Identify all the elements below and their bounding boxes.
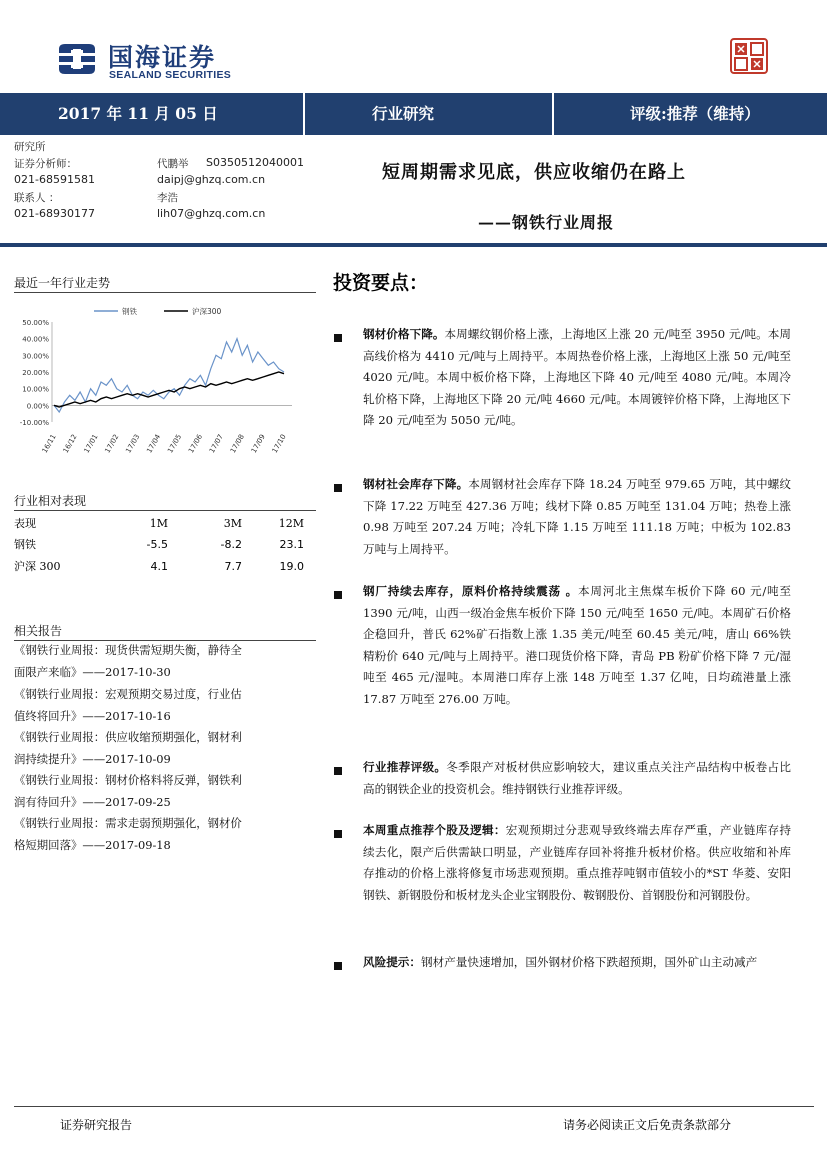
perf-col-label: 表现 bbox=[14, 517, 36, 530]
header-divider bbox=[0, 243, 827, 247]
y-tick-label: 30.00% bbox=[22, 352, 49, 361]
related-heading: 相关报告 bbox=[14, 624, 63, 638]
contact-email[interactable]: lih07@ghzq.com.cn bbox=[157, 207, 266, 220]
x-tick-label: 17/10 bbox=[270, 433, 288, 455]
invest-point-6: 风险提示：钢材产量快速增加，国外钢材价格下跌超预期，国外矿山主动减产 bbox=[363, 955, 758, 969]
bullet-icon bbox=[334, 334, 342, 342]
x-tick-label: 17/01 bbox=[82, 433, 100, 455]
report-title: 短周期需求见底，供应收缩仍在路上 bbox=[382, 162, 686, 183]
footer-left: 证券研究报告 bbox=[60, 1118, 133, 1132]
y-tick-label: 10.00% bbox=[22, 385, 49, 394]
x-tick-label: 17/08 bbox=[228, 433, 246, 455]
bullet-icon bbox=[334, 591, 342, 599]
x-tick-label: 16/11 bbox=[40, 433, 58, 455]
contact-name: 李浩 bbox=[157, 192, 178, 204]
list-item[interactable]: 《钢铁行业周报：钢材价格料将反弹，钢铁利 润有待回升》——2017-09-25 bbox=[14, 773, 242, 809]
list-item[interactable]: 《钢铁行业周报：宏观预期交易过度，行业估 值终将回升》——2017-10-16 bbox=[14, 687, 242, 723]
bullet-icon bbox=[334, 962, 342, 970]
footer-divider bbox=[14, 1106, 814, 1107]
x-tick-label: 17/03 bbox=[124, 433, 142, 455]
trend-heading: 最近一年行业走势 bbox=[14, 276, 111, 290]
bullet-icon bbox=[334, 484, 342, 492]
list-item[interactable]: 《钢铁行业周报：供应收缩预期强化，钢材利 润持续提升》——2017-10-09 bbox=[14, 730, 242, 766]
report-rating: 评级:推荐（维持） bbox=[630, 104, 760, 123]
contact-label: 联系人 ： bbox=[14, 192, 60, 204]
legend-label: 沪深300 bbox=[192, 307, 222, 316]
x-tick-label: 17/06 bbox=[187, 433, 205, 455]
invest-point-3: 钢厂持续去库存，原料价格持续震荡 。本周河北主焦煤车板价下降 60 元/吨至 1390 元/吨，山西一级冶金焦车板价下降 150 元/吨至 1650 元/吨。本周矿石价格企稳回升，普氏 62%矿石指数上涨 1.35 美元/吨至 60.45 美元/吨，唐山 66%铁精粉价 640 元/吨与上周持平。港口现货价格下降，青岛 PB 粉矿价格下降 7 元/湿吨至 465 元/湿吨。本周港口库存上涨 148 万吨至 1.37 亿吨，日均疏港量上涨 17.87 万吨至 276.00 万吨。 bbox=[363, 584, 791, 706]
invest-point-2: 钢材社会库存下降。本周钢材社会库存下降 18.24 万吨至 979.65 万吨，其中螺纹下降 17.22 万吨至 427.36 万吨；线材下降 0.85 万吨至 131.04 万吨；热卷上涨 0.98 万吨至 207.24 万吨；冷轧下降 1.15 万吨至 111.18 万吨；中板为 102.83 万吨与上周持平。 bbox=[363, 477, 791, 556]
table-row: 钢铁 -5.5 -8.2 23.1 bbox=[14, 538, 304, 551]
y-tick-label: 50.00% bbox=[22, 319, 49, 327]
report-type: 行业研究 bbox=[372, 104, 435, 123]
footer-right: 请务必阅读正文后免责条款部分 bbox=[563, 1118, 732, 1132]
seal-stamp-icon bbox=[730, 38, 768, 74]
report-date: 2017 年 11 月 05 日 bbox=[58, 104, 218, 123]
y-tick-label: -10.00% bbox=[19, 419, 49, 427]
header-bar bbox=[0, 93, 827, 135]
x-tick-label: 17/07 bbox=[207, 433, 226, 455]
perf-heading: 行业相对表现 bbox=[14, 494, 87, 508]
brand-name-cn: 国海证券 bbox=[108, 43, 217, 72]
contact-phone: 021-68930177 bbox=[14, 207, 95, 220]
analyst-name: 代鹏举 bbox=[157, 158, 189, 170]
x-tick-label: 16/12 bbox=[61, 433, 79, 455]
dept-label: 研究所 bbox=[14, 141, 46, 153]
perf-col-1m: 1M bbox=[149, 517, 168, 530]
list-item[interactable]: 《钢铁行业周报：需求走弱预期强化，钢材价 格短期回落》——2017-09-18 bbox=[14, 816, 242, 852]
x-tick-label: 17/04 bbox=[145, 433, 163, 455]
analyst-cert: S0350512040001 bbox=[206, 156, 304, 169]
x-tick-label: 17/05 bbox=[166, 433, 184, 455]
invest-point-4: 行业推荐评级。冬季限产对板材供应影响较大，建议重点关注产品结构中板卷占比高的钢铁企业的投资机会。维持钢铁行业推荐评级。 bbox=[363, 760, 791, 796]
x-tick-label: 17/09 bbox=[249, 433, 267, 455]
list-item[interactable]: 《钢铁行业周报：现货供需短期失衡，静待全 面限产来临》——2017-10-30 bbox=[14, 643, 242, 679]
invest-point-1: 钢材价格下降。本周螺纹钢价格上涨，上海地区上涨 20 元/吨至 3950 元/吨。本周高线价格为 4410 元/吨与上周持平。本周热卷价格上涨，上海地区上涨 50 元/吨至 4020 元/吨。本周中板价格下降，上海地区下降 40 元/吨至 4080 元/吨。本周冷轧价格下降，上海地区下降 20 元/吨 4660 元/吨。本周镀锌价格下降，上海地区下降 20 元/吨至为 5050 元/吨。 bbox=[363, 327, 791, 428]
invest-point-5: 本周重点推荐个股及逻辑：宏观预期过分悲观导致终端去库存严重，产业链库存持续去化，限产后供需缺口明显，产业链库存回补将推升板材价格。供应收缩和补库存推动的价格上涨将修复市场悲观预期。重点推荐吨钢市值较小的*ST 华菱、安阳钢铁、新钢股份和板材龙头企业宝钢股份、鞍钢股份、首钢股份和河钢股份。 bbox=[363, 823, 791, 902]
table-row: 沪深 300 4.1 7.7 19.0 bbox=[14, 560, 304, 573]
series-line-2 bbox=[54, 372, 284, 407]
perf-col-3m: 3M bbox=[223, 517, 242, 530]
y-tick-label: 40.00% bbox=[22, 335, 49, 344]
trend-chart bbox=[14, 300, 304, 460]
analyst-email[interactable]: daipj@ghzq.com.cn bbox=[157, 173, 266, 186]
brand-name-en: SEALAND SECURITIES bbox=[109, 69, 232, 81]
logo-icon bbox=[55, 41, 99, 77]
y-tick-label: 0.00% bbox=[26, 402, 49, 411]
invest-heading: 投资要点： bbox=[333, 272, 429, 294]
legend-label: 钢铁 bbox=[122, 307, 137, 316]
analyst-label: 证券分析师： bbox=[14, 158, 77, 170]
bullet-icon bbox=[334, 830, 342, 838]
report-subtitle: ——钢铁行业周报 bbox=[478, 213, 615, 232]
perf-col-12m: 12M bbox=[278, 517, 304, 530]
y-tick-label: 20.00% bbox=[22, 369, 49, 377]
perf-table bbox=[14, 514, 316, 578]
bullet-icon bbox=[334, 767, 342, 775]
analyst-phone: 021-68591581 bbox=[14, 173, 95, 186]
x-tick-label: 17/02 bbox=[103, 433, 121, 455]
